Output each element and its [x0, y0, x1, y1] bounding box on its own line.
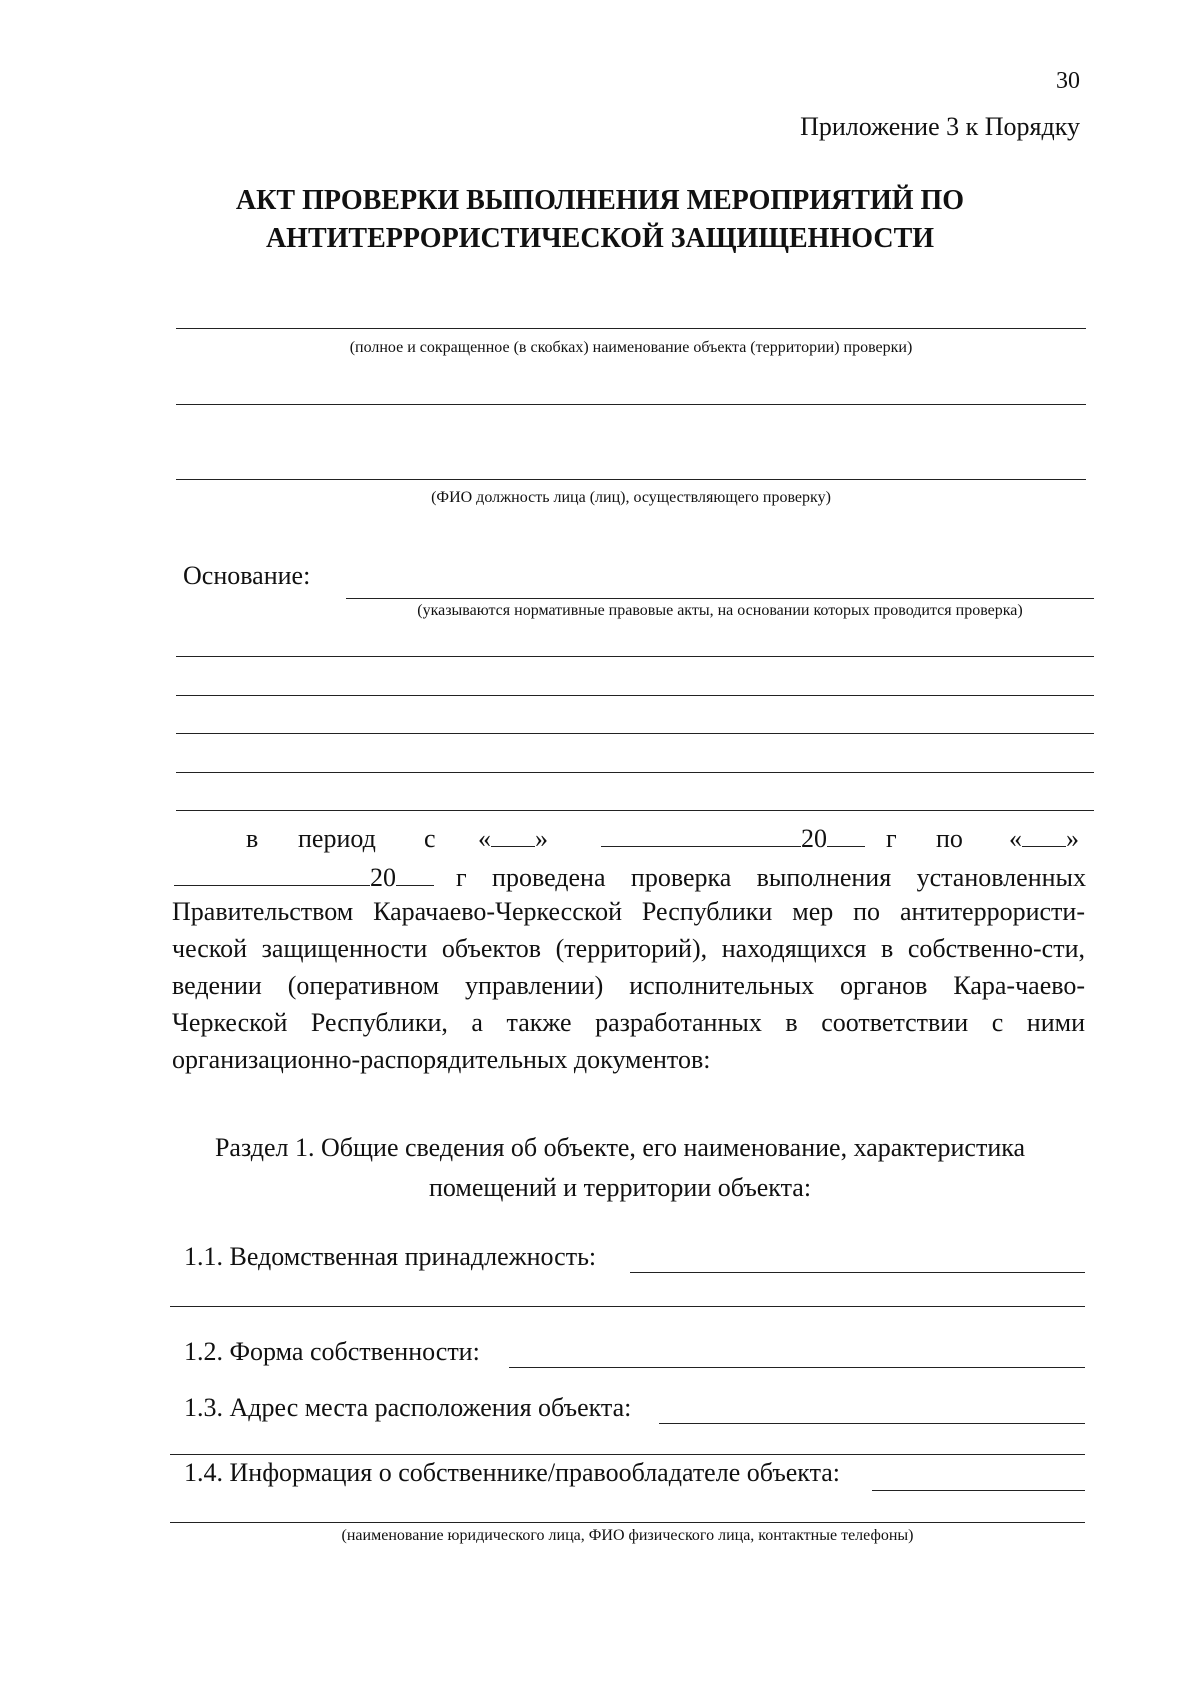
close-quote: »: [1066, 824, 1079, 853]
owner-line[interactable]: [170, 1522, 1085, 1523]
title-line-1: АКТ ПРОВЕРКИ ВЫПОЛНЕНИЯ МЕРОПРИЯТИЙ ПО: [235, 185, 965, 216]
period-word-in: в: [246, 824, 259, 853]
close-quote: »: [535, 824, 548, 853]
section-line-1: Раздел 1. Общие сведения об объекте, его наименование, характеристика: [214, 1133, 1026, 1162]
open-quote: «: [1009, 824, 1022, 853]
section-1-heading: [150, 1128, 1090, 1208]
field-1-1-label: 1.1. Ведомственная принадлежность:: [184, 1242, 597, 1271]
end-year-prefix: 20: [370, 863, 396, 892]
object-name-line[interactable]: [176, 328, 1086, 329]
basis-caption: (указываются нормативные правовые акты, на основании которых проводится проверка): [417, 602, 1023, 619]
owner-caption: (наименование юридического лица, ФИО физического лица, контактные телефоны): [341, 1527, 914, 1544]
inspector-caption: (ФИО должность лица (лиц), осуществляющего проверку): [431, 489, 831, 506]
period-word-period: период: [298, 824, 376, 853]
start-day-blank[interactable]: [491, 824, 535, 847]
section-line-2: помещений и территории объекта:: [428, 1173, 812, 1202]
period-end-day: [1009, 824, 1079, 854]
object-name-line-2[interactable]: [176, 404, 1086, 405]
para-first-line: г проведена проверка выполнения установленных: [456, 863, 1086, 892]
object-name-caption: (полное и сокращенное (в скобках) наименование объекта (территории) проверки): [349, 339, 913, 356]
period-end-date: [174, 863, 434, 893]
document-title: [100, 182, 1100, 258]
field-1-3-blank-2[interactable]: [170, 1454, 1085, 1455]
field-1-2-label: 1.2. Форма собственности:: [184, 1337, 480, 1366]
field-1-3-blank[interactable]: [659, 1423, 1085, 1424]
field-1-4-blank[interactable]: [872, 1490, 1085, 1491]
period-word-to: по: [936, 824, 963, 853]
start-year-blank[interactable]: [827, 824, 865, 847]
field-1-2-blank[interactable]: [509, 1367, 1085, 1368]
basis-label: Основание:: [183, 561, 311, 590]
appendix-reference: Приложение 3 к Порядку: [800, 112, 1080, 141]
end-month-blank[interactable]: [174, 863, 370, 886]
start-month-blank[interactable]: [601, 824, 801, 847]
period-start-day: [478, 824, 548, 854]
basis-line-6[interactable]: [176, 810, 1094, 811]
title-line-2: АНТИТЕРРОРИСТИЧЕСКОЙ ЗАЩИЩЕННОСТИ: [265, 223, 935, 254]
basis-line-2[interactable]: [176, 656, 1094, 657]
end-day-blank[interactable]: [1022, 824, 1066, 847]
period-word-from: с: [424, 824, 436, 853]
field-1-3-label: 1.3. Адрес места расположения объекта:: [184, 1393, 632, 1422]
basis-line-4[interactable]: [176, 733, 1094, 734]
page-number: 30: [1056, 68, 1080, 94]
field-1-1-blank-2[interactable]: [170, 1306, 1085, 1307]
period-start-date: [601, 824, 865, 854]
basis-line-5[interactable]: [176, 772, 1094, 773]
field-1-4-label: 1.4. Информация о собственнике/правообладателе объекта:: [184, 1458, 841, 1487]
end-year-blank[interactable]: [396, 863, 434, 886]
basis-line[interactable]: [346, 598, 1094, 599]
inspector-line[interactable]: [176, 479, 1086, 480]
period-year-suffix: г: [886, 824, 897, 853]
open-quote: «: [478, 824, 491, 853]
start-year-prefix: 20: [801, 824, 827, 853]
basis-line-3[interactable]: [176, 695, 1094, 696]
paragraph-body: Правительством Карачаево-Черкесской Республики мер по антитеррористи-ческой защищенности объектов (территорий), находящихся в собственно-сти, ведении (оперативном управлении) исполнительных органов Кара-чаево-Черкеской Республики, а также разработанных в соответствии с ними организационно-распорядительных документов:: [172, 897, 1085, 1074]
field-1-1-blank[interactable]: [630, 1272, 1085, 1273]
